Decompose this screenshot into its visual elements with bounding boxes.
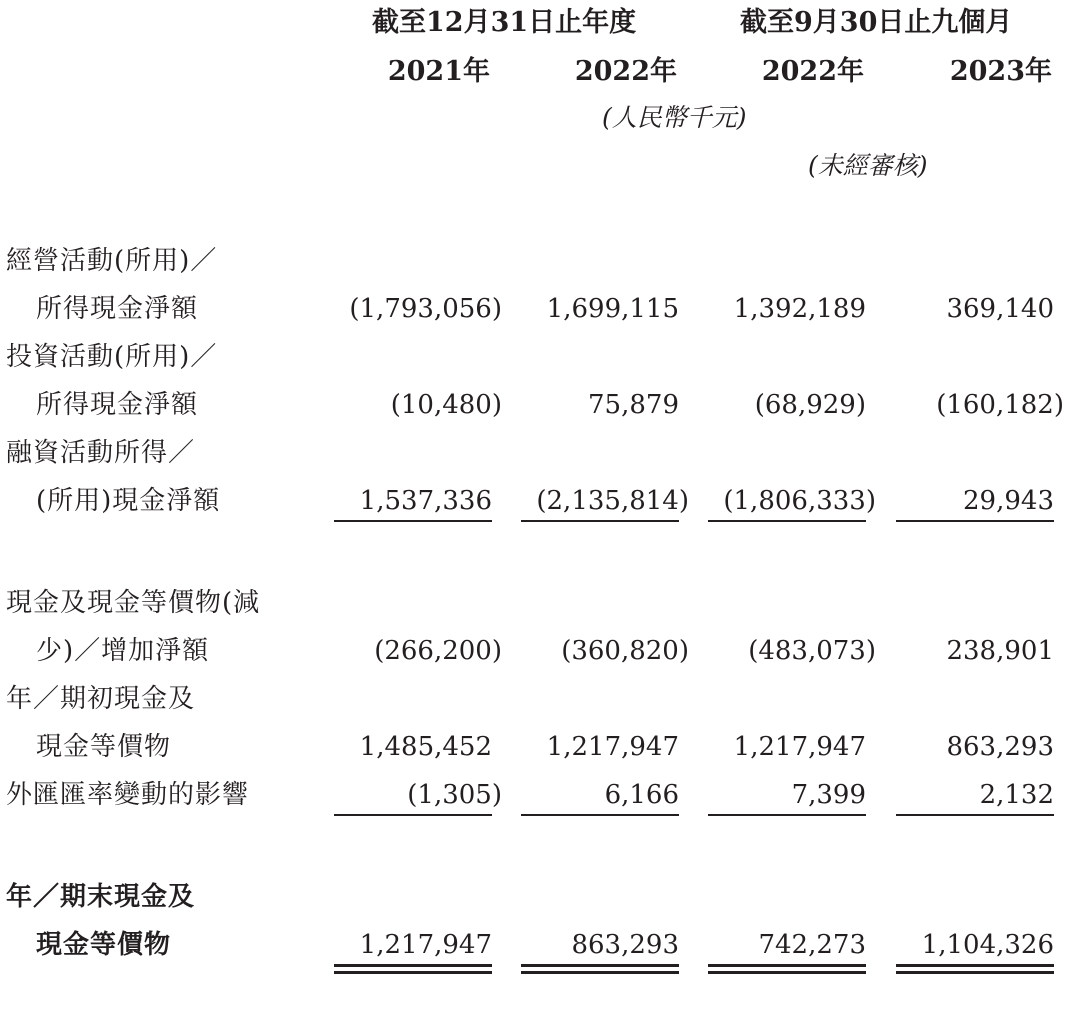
double-rule-top-2023 <box>896 964 1054 967</box>
double-rule-bottom-2021 <box>334 971 492 974</box>
row-label-investing-2: 所得現金淨額 <box>36 390 199 420</box>
row-label-net-change-2: 少)／增加淨額 <box>36 636 210 666</box>
row-label-net-change-1: 現金及現金等價物(減 <box>6 588 261 618</box>
value-fx-2022-9m: 7,399 <box>791 780 866 810</box>
total-rule-2022-9m <box>708 814 866 816</box>
row-label-fx-effect: 外匯匯率變動的影響 <box>6 780 250 810</box>
currency-unit: (人民幣千元) <box>602 103 747 132</box>
row-label-financing-2: (所用)現金淨額 <box>36 486 221 516</box>
row-label-operating-1: 經營活動(所用)／ <box>6 246 218 276</box>
value-operating-2023: 369,140 <box>946 294 1054 324</box>
row-label-closing-1: 年／期末現金及 <box>6 882 196 912</box>
value-investing-2022-fy: 75,879 <box>588 390 679 420</box>
value-financing-2023: 29,943 <box>963 486 1054 516</box>
header-year-2023: 2023年 <box>949 56 1052 87</box>
value-closing-2023: 1,104,326 <box>921 930 1054 960</box>
unaudited-note: (未經審核) <box>808 151 928 180</box>
value-financing-2022-9m: (1,806,333) <box>723 486 876 516</box>
total-rule-2022-fy <box>521 814 679 816</box>
header-year-2022-9m: 2022年 <box>761 56 864 87</box>
value-opening-2021: 1,485,452 <box>359 732 492 762</box>
double-rule-top-2021 <box>334 964 492 967</box>
value-investing-2022-9m: (68,929) <box>754 390 866 420</box>
value-financing-2021: 1,537,336 <box>359 486 492 516</box>
value-fx-2022-fy: 6,166 <box>604 780 679 810</box>
value-closing-2022-9m: 742,273 <box>758 930 866 960</box>
header-year-2021: 2021年 <box>387 56 490 87</box>
value-closing-2021: 1,217,947 <box>359 930 492 960</box>
value-net-change-2021: (266,200) <box>374 636 502 666</box>
header-period-fy: 截至12月31日止年度 <box>372 7 637 38</box>
value-opening-2022-fy: 1,217,947 <box>546 732 679 762</box>
value-fx-2023: 2,132 <box>979 780 1054 810</box>
row-label-opening-1: 年／期初現金及 <box>6 684 196 714</box>
value-closing-2022-fy: 863,293 <box>571 930 679 960</box>
value-investing-2021: (10,480) <box>390 390 502 420</box>
value-operating-2021: (1,793,056) <box>349 294 502 324</box>
value-financing-2022-fy: (2,135,814) <box>536 486 689 516</box>
double-rule-bottom-2023 <box>896 971 1054 974</box>
total-rule-2023 <box>896 814 1054 816</box>
subtotal-rule-2022-fy <box>521 520 679 522</box>
header-period-9m: 截至9月30日止九個月 <box>740 7 1013 38</box>
value-operating-2022-fy: 1,699,115 <box>546 294 679 324</box>
value-opening-2022-9m: 1,217,947 <box>733 732 866 762</box>
total-rule-2021 <box>334 814 492 816</box>
value-opening-2023: 863,293 <box>946 732 1054 762</box>
header-year-2022-fy: 2022年 <box>574 56 677 87</box>
double-rule-top-2022-fy <box>521 964 679 967</box>
double-rule-bottom-2022-fy <box>521 971 679 974</box>
row-label-opening-2: 現金等價物 <box>36 732 172 762</box>
subtotal-rule-2021 <box>334 520 492 522</box>
double-rule-bottom-2022-9m <box>708 971 866 974</box>
value-investing-2023: (160,182) <box>936 390 1064 420</box>
row-label-investing-1: 投資活動(所用)／ <box>6 342 218 372</box>
subtotal-rule-2023 <box>896 520 1054 522</box>
value-net-change-2023: 238,901 <box>946 636 1054 666</box>
value-operating-2022-9m: 1,392,189 <box>733 294 866 324</box>
value-net-change-2022-9m: (483,073) <box>748 636 876 666</box>
value-net-change-2022-fy: (360,820) <box>561 636 689 666</box>
double-rule-top-2022-9m <box>708 964 866 967</box>
row-label-financing-1: 融資活動所得／ <box>6 438 196 468</box>
subtotal-rule-2022-9m <box>708 520 866 522</box>
value-fx-2021: (1,305) <box>407 780 502 810</box>
row-label-closing-2: 現金等價物 <box>36 930 172 960</box>
row-label-operating-2: 所得現金淨額 <box>36 294 199 324</box>
